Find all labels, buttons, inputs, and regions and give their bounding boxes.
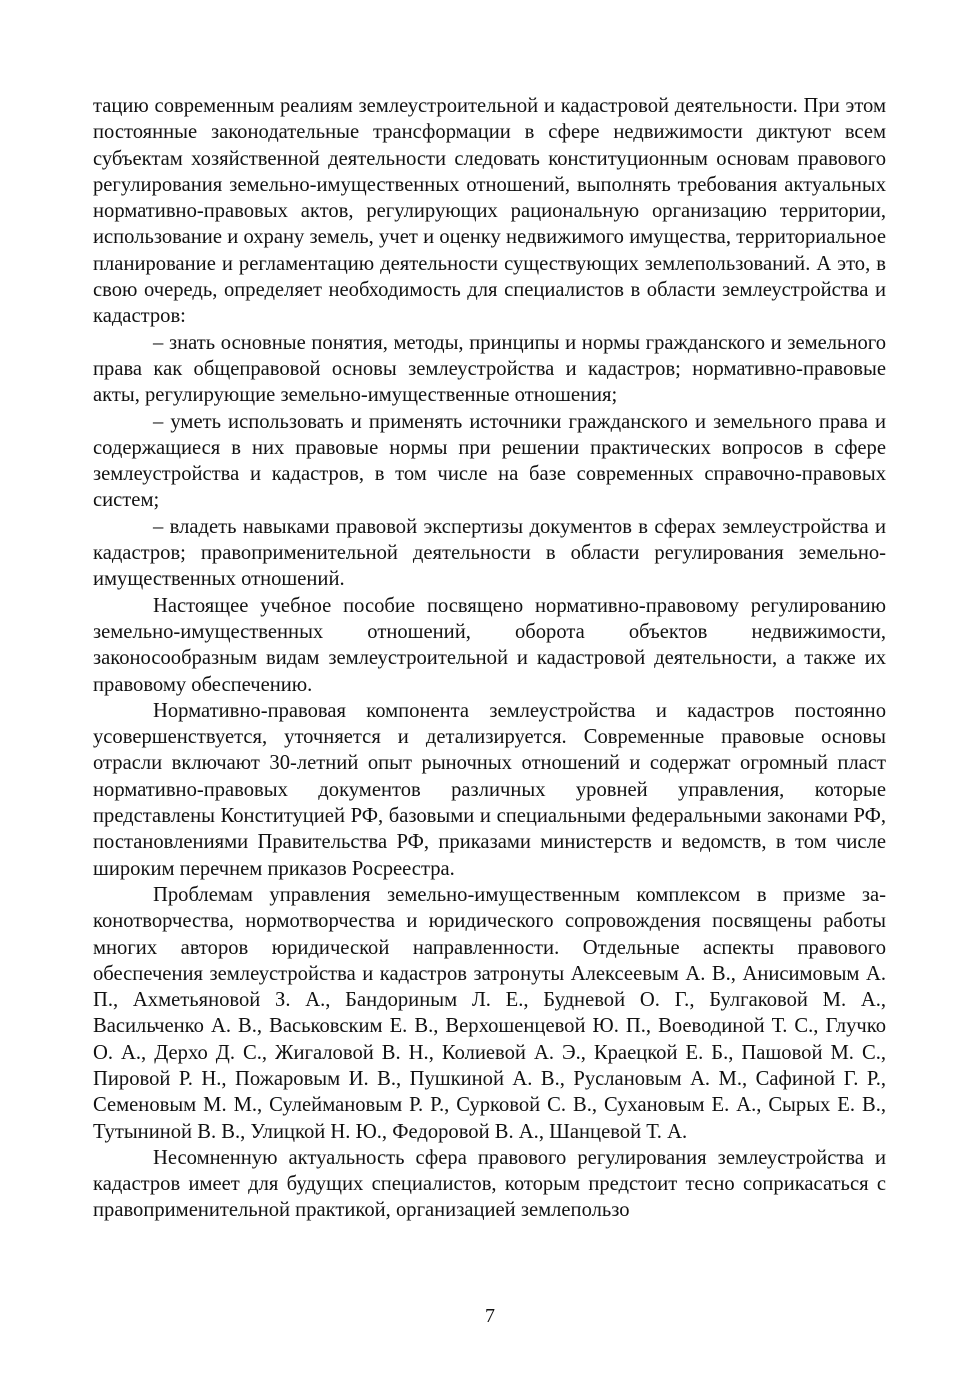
- page-number: 7: [485, 1305, 495, 1327]
- paragraph-5: Настоящее учебное пособие посвящено нормативно-правовому регулированию земельно-имущественных отношений, оборота объектов недвижимости, законосообразным видам землеустроительной и кадастровой деятельности, а также их правовому обеспечению.: [93, 594, 886, 696]
- paragraph-6: Нормативно-правовая компонента землеустройства и кадастров постоянно усовершенствуется, уточняется и детализируется. Современные правовые основы отрасли включают 30-летний опыт рыночных отношений и содержат огромный пласт нормативно-правовых документов различных уровней управления, которые представлены Конституцией РФ, базовыми и специальными федеральными законами РФ, постановлениями Правительства РФ, приказами министерств и ведомств, в том числе широким перечнем приказов Росреестра.: [93, 699, 886, 880]
- paragraph-8: Несомненную актуальность сфера правового регулирования землеустройства и кадастров имеет для будущих специалистов, которым предстоит тесно соприкасаться с правоприменительной практикой, организацией землепользо: [93, 1146, 886, 1222]
- document-body: [93, 93, 886, 1224]
- paragraph-4: – владеть навыками правовой экспертизы документов в сферах землеустройства и кадастров; правоприменительной деятельности в области регулирования земельно-имущественных отношений.: [93, 515, 886, 591]
- paragraph-7: Проблемам управления земельно-имущественным комплексом в призме законотворчества, нормотворчества и юридического сопровождения посвящены работы многих авторов юридической направленности. Отдельные аспекты правового обеспечения землеустройства и кадастров затронуты Алексеевым А. В., Анисимовым А. П., Ахметьяновой З. А., Бандориным Л. Е., Будневой О. Г., Булгаковой М. А., Васильченко А. В., Васьковским Е. В., Верхошенцевой Ю. П., Воеводиной Т. С., Глучко О. А., Дерхо Д. С., Жигаловой В. Н., Колиевой А. Э., Краецкой Е. Б., Пашовой М. С., Пировой Р. Н., Пожаровым И. В., Пушкиной А. В., Руслановым А. М., Сафиной Г. Р., Семеновым М. М., Сулеймановым Р. Р., Сурковой С. В., Сухановым Е. А., Сырых Е. В., Тутыниной В. В., Улицкой Н. Ю., Федоровой В. А., Шанцевой Т. А.: [93, 883, 886, 1143]
- paragraph-1: тацию современным реалиям землеустроительной и кадастровой деятельности. При этом постоянные законодательные трансформации в сфере недвижимости диктуют всем субъектам хозяйственной деятельности следовать конституционным основам правового регулирования земельно-имущественных отношений, выполнять требования актуальных нормативно-правовых актов, регулирующих рациональную организацию территории, использование и охрану земель, учет и оценку недвижимого имущества, территориальное планирование и регламентацию деятельности существующих землепользований. А это, в свою очередь, определяет необходимость для специалистов в области землеустройства и кадастров:: [93, 95, 886, 328]
- paragraph-3: – уметь использовать и применять источники гражданского и земельного права и содержащиеся в них правовые нормы при решении практических вопросов в сфере землеустройства и кадастров, в том числе на базе современных справочно-правовых систем;: [93, 410, 886, 512]
- paragraph-2: – знать основные понятия, методы, принципы и нормы гражданского и земельного права как общеправовой основы землеустройства и кадастров; нормативно-правовые акты, регулирующие земельно-имущественные отношения;: [93, 331, 886, 407]
